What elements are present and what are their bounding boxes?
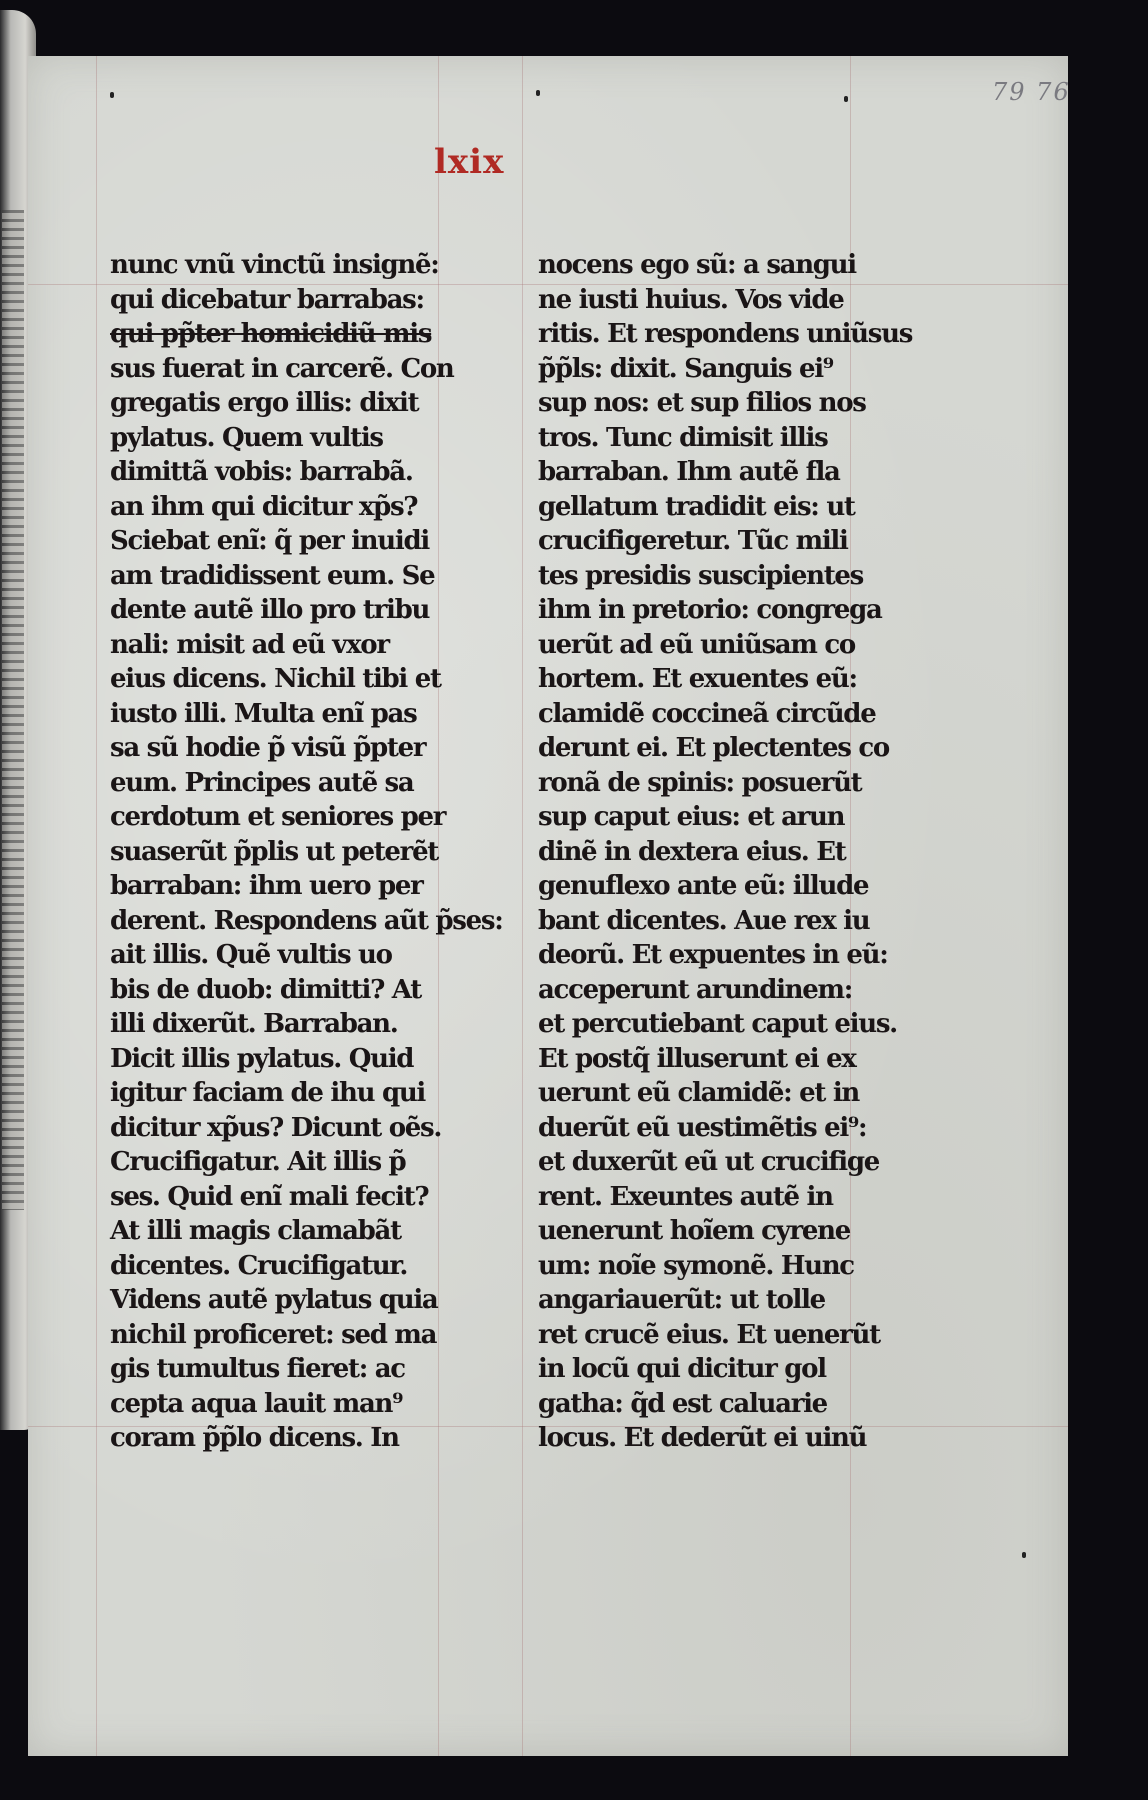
text-line: tros. Tunc dimisit illis xyxy=(538,422,828,453)
text-line: gregatis ergo illis: dixit xyxy=(110,388,419,418)
text-line: Videns autẽ pylatus quia xyxy=(110,1285,438,1315)
text-line: derunt ei. Et plectentes co xyxy=(538,733,889,763)
text-line: crucifigeretur. Tũc mili xyxy=(538,526,848,556)
text-line: et duxerũt eũ ut crucifige xyxy=(538,1147,879,1177)
text-line: gatha: q̃d est caluarie xyxy=(538,1388,827,1419)
text-line: ronã de spinis: posuerũt xyxy=(538,767,862,798)
text-line: ret crucẽ eius. Et uenerũt xyxy=(538,1319,880,1350)
text-line: At illi magis clamabãt xyxy=(110,1216,401,1246)
text-line: igitur faciam de ihu qui xyxy=(110,1078,426,1108)
text-line: clamidẽ coccineã circũde xyxy=(538,698,876,729)
text-line: sup caput eius: et arun xyxy=(538,802,845,832)
text-line: sus fuerat in carcerẽ. Con xyxy=(110,353,454,384)
facing-page-text-edge xyxy=(2,210,24,1210)
text-line: dicentes. Crucifigatur. xyxy=(110,1250,408,1281)
text-line: qui dicebatur barrabas: xyxy=(110,284,424,315)
ruling-line xyxy=(96,56,97,1756)
text-line: illi dixerũt. Barraban. xyxy=(110,1009,398,1039)
text-line: Dicit illis pylatus. Quid xyxy=(110,1043,414,1074)
text-line: acceperunt arundinem: xyxy=(538,974,853,1005)
text-line: gellatum tradidit eis: ut xyxy=(538,491,855,522)
text-line: ritis. Et respondens uniũsus xyxy=(538,319,913,349)
text-line: dimittã vobis: barrabã. xyxy=(110,457,413,487)
text-line: p̃p̃ls: dixit. Sanguis ei⁹ xyxy=(538,353,833,384)
pricking-mark xyxy=(844,96,848,102)
text-line: coram p̃p̃lo dicens. In xyxy=(110,1423,399,1453)
text-line: rent. Exeuntes autẽ in xyxy=(538,1181,833,1212)
text-line: ait illis. Quẽ vultis uo xyxy=(110,940,392,970)
text-line: dinẽ in dextera eius. Et xyxy=(538,836,846,867)
text-line: barraban. Ihm autẽ fla xyxy=(538,457,840,487)
text-line: qui pp̃ter homicidiũ mis xyxy=(110,319,432,349)
text-line: Sciebat enĩ: q̃ per inuidi xyxy=(110,526,429,556)
text-column-right xyxy=(538,248,913,1456)
text-line: uerũt ad eũ uniũsam co xyxy=(538,629,855,660)
text-line: et percutiebant caput eius. xyxy=(538,1009,897,1039)
text-line: uerunt eũ clamidẽ: et in xyxy=(538,1078,860,1108)
text-line: nocens ego sũ: a sangui xyxy=(538,250,856,280)
text-line: bant dicentes. Aue rex iu xyxy=(538,905,870,936)
text-line: deorũ. Et expuentes in eũ: xyxy=(538,940,888,970)
text-line: derent. Respondens aũt p̃ses: xyxy=(110,905,503,936)
text-line: bis de duob: dimitti? At xyxy=(110,974,421,1005)
text-line: uenerunt hoĩem cyrene xyxy=(538,1216,851,1246)
text-line: in locũ qui dicitur gol xyxy=(538,1354,826,1384)
text-line: genuflexo ante eũ: illude xyxy=(538,871,869,901)
text-line: pylatus. Quem vultis xyxy=(110,422,383,453)
text-line: locus. Et dederũt ei uinũ xyxy=(538,1423,867,1453)
text-line: um: noĩe symonẽ. Hunc xyxy=(538,1250,854,1281)
text-line: dicitur xp̃us? Dicunt oẽs. xyxy=(110,1112,442,1143)
text-line: cepta aqua lauit man⁹ xyxy=(110,1388,403,1419)
text-line: ses. Quid enĩ mali fecit? xyxy=(110,1181,429,1212)
text-line: duerũt eũ uestimẽtis ei⁹: xyxy=(538,1112,867,1143)
text-line: dente autẽ illo pro tribu xyxy=(110,595,430,625)
pricking-mark xyxy=(536,90,540,96)
text-line: tes presidis suscipientes xyxy=(538,560,864,591)
pricking-mark xyxy=(1022,1552,1026,1558)
text-line: barraban: ihm uero per xyxy=(110,871,423,901)
text-line: eius dicens. Nichil tibi et xyxy=(110,664,441,694)
text-line: nali: misit ad eũ vxor xyxy=(110,629,389,660)
text-line: nunc vnũ vinctũ insignẽ: xyxy=(110,250,439,280)
text-line: suaserũt p̃plis ut peterẽt xyxy=(110,836,439,867)
pricking-mark xyxy=(110,92,114,98)
text-line: eum. Principes autẽ sa xyxy=(110,767,414,798)
text-line: nichil proficeret: sed ma xyxy=(110,1319,437,1350)
text-line: Crucifigatur. Ait illis p̃ xyxy=(110,1147,406,1177)
text-line: gis tumultus fieret: ac xyxy=(110,1354,405,1384)
text-line: ne iusti huius. Vos vide xyxy=(538,284,844,315)
text-line: cerdotum et seniores per xyxy=(110,802,446,832)
folio-number: 79 76 xyxy=(992,78,1071,106)
running-head: lxix xyxy=(434,142,505,182)
text-line: am tradidissent eum. Se xyxy=(110,560,435,591)
text-line: iusto illi. Multa enĩ pas xyxy=(110,698,417,729)
text-line: ihm in pretorio: congrega xyxy=(538,595,882,625)
text-line: Et postq̃ illuserunt ei ex xyxy=(538,1043,856,1074)
text-line: hortem. Et exuentes eũ: xyxy=(538,664,857,694)
text-line: sa sũ hodie p̃ visũ p̃pter xyxy=(110,733,426,763)
text-line: angariauerũt: ut tolle xyxy=(538,1285,825,1315)
text-line: sup nos: et sup filios nos xyxy=(538,388,866,418)
ruling-line xyxy=(522,56,523,1756)
text-column-left xyxy=(110,248,503,1456)
text-line: an ihm qui dicitur xp̃s? xyxy=(110,491,418,522)
